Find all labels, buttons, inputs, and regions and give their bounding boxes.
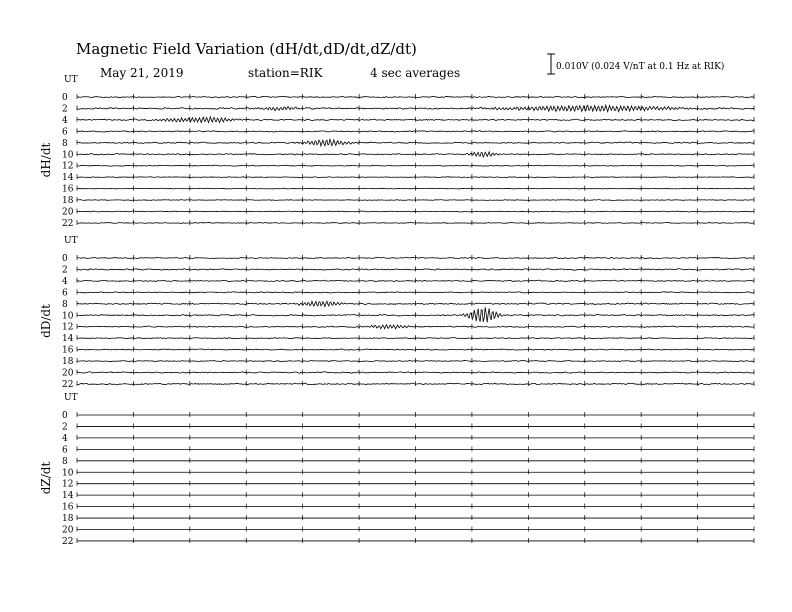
- row-ticks: [77, 289, 754, 294]
- row-ticks: [77, 538, 754, 543]
- row-ticks: [77, 220, 754, 225]
- row-ticks: [77, 492, 754, 497]
- panel-dZ-dt: [39, 393, 754, 547]
- row-label: 18: [62, 196, 74, 207]
- row-label: 10: [62, 311, 74, 322]
- scale-bar-label: 0.010V (0.024 V/nT at 0.1 Hz at RIK): [556, 62, 725, 72]
- station-label: station=RIK: [248, 66, 323, 80]
- row-ticks: [77, 527, 754, 532]
- row-label: 12: [62, 479, 74, 490]
- row-label: 12: [62, 161, 74, 172]
- row-label: 22: [62, 379, 74, 390]
- row-label: 22: [62, 536, 74, 547]
- row-label: 16: [62, 345, 74, 356]
- chart-title: Magnetic Field Variation (dH/dt,dD/dt,dZ/dt): [76, 40, 417, 58]
- row-ticks: [77, 446, 754, 451]
- panels: [39, 75, 754, 547]
- row-ticks: [77, 469, 754, 474]
- panel-ylabel: dZ/dt: [39, 461, 53, 495]
- averaging-label: 4 sec averages: [370, 66, 461, 80]
- date-label: May 21, 2019: [100, 66, 184, 80]
- row-label: 2: [62, 265, 68, 276]
- panel-dD-dt: [39, 236, 754, 390]
- row-label: 0: [62, 411, 68, 421]
- row-label: 8: [62, 299, 68, 310]
- panel-dH-dt: [39, 75, 754, 229]
- row-label: 4: [62, 433, 68, 444]
- row-label: 22: [62, 218, 74, 229]
- row-label: 18: [62, 514, 74, 525]
- row-label: 2: [62, 422, 68, 433]
- ut-label: UT: [64, 75, 78, 85]
- row-label: 0: [62, 93, 68, 103]
- row-label: 14: [62, 173, 74, 184]
- row-label: 4: [62, 276, 68, 287]
- row-label: 0: [62, 254, 68, 264]
- row-label: 10: [62, 150, 74, 161]
- panel-ylabel: dD/dt: [39, 304, 53, 338]
- row-ticks: [77, 504, 754, 509]
- row-label: 8: [62, 138, 68, 149]
- row-ticks: [77, 458, 754, 463]
- row-ticks: [77, 197, 754, 202]
- row-label: 4: [62, 115, 68, 126]
- row-label: 6: [62, 445, 68, 456]
- row-label: 20: [62, 368, 74, 379]
- row-ticks: [77, 423, 754, 428]
- row-label: 14: [62, 334, 74, 345]
- row-label: 20: [62, 207, 74, 218]
- scale-bar: [547, 54, 724, 74]
- row-label: 2: [62, 104, 68, 115]
- row-label: 18: [62, 357, 74, 368]
- row-label: 12: [62, 322, 74, 333]
- row-label: 20: [62, 525, 74, 536]
- row-ticks: [77, 412, 754, 417]
- ut-label: UT: [64, 236, 78, 246]
- ut-label: UT: [64, 393, 78, 403]
- row-label: 14: [62, 491, 74, 502]
- row-ticks: [77, 515, 754, 520]
- row-label: 10: [62, 468, 74, 479]
- row-ticks: [77, 435, 754, 440]
- row-ticks: [77, 312, 754, 317]
- row-label: 6: [62, 127, 68, 138]
- panel-ylabel: dH/dt: [39, 142, 53, 178]
- row-label: 6: [62, 288, 68, 299]
- row-label: 8: [62, 456, 68, 467]
- row-ticks: [77, 481, 754, 486]
- row-label: 16: [62, 184, 74, 195]
- row-label: 16: [62, 502, 74, 513]
- row-ticks: [77, 335, 754, 340]
